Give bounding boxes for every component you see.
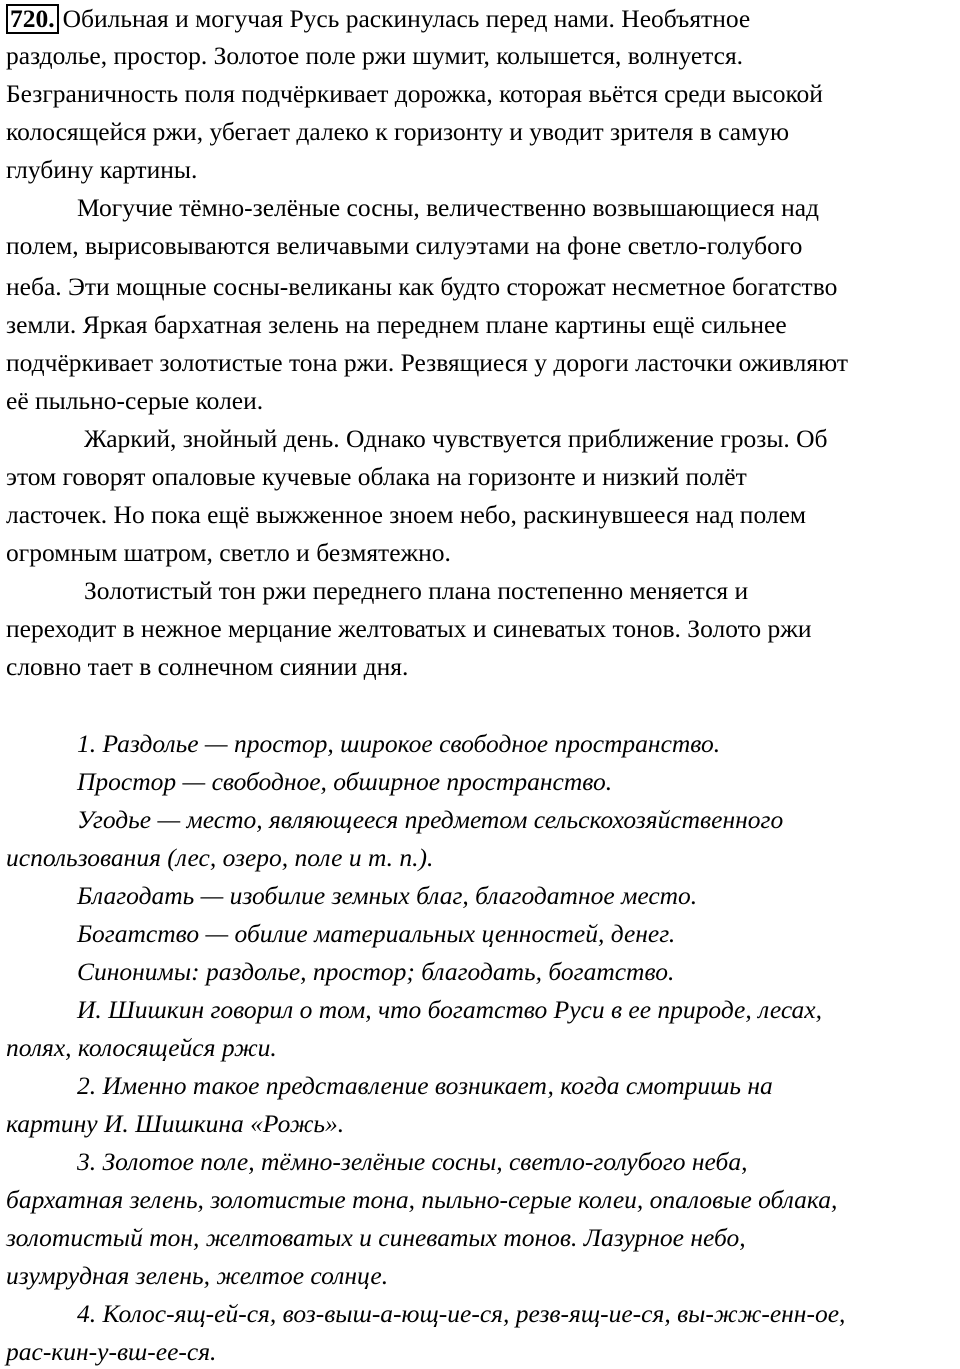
text-line: этом говорят опаловые кучевые облака на горизонте и низкий полёт (6, 462, 747, 491)
exercise-number: 720. (6, 4, 59, 34)
answer-line: 2. Именно такое представление возникает, когда смотришь на (77, 1071, 773, 1100)
text-line: колосящейся ржи, убегает далеко к горизонту и уводит зрителя в самую (6, 117, 790, 146)
answer-line: рас-кин-у-вш-ее-ся. (6, 1337, 217, 1366)
answer-line: Благодать — изобилие земных благ, благодатное место. (77, 881, 698, 910)
answer-line: бархатная зелень, золотистые тона, пыльно-серые колеи, опаловые облака, (6, 1185, 838, 1214)
text-line: раздолье, простор. Золотое поле ржи шумит, колышется, волнуется. (6, 41, 744, 70)
answer-line: полях, колосящейся ржи. (6, 1033, 277, 1062)
text-line: Жаркий, знойный день. Однако чувствуется приближение грозы. Об (84, 424, 828, 453)
answer-line: Синонимы: раздолье, простор; благодать, богатство. (77, 957, 675, 986)
answer-line: золотистый тон, желтоватых и синеватых тонов. Лазурное небо, (6, 1223, 746, 1252)
answer-line: использования (лес, озеро, поле и т. п.). (6, 843, 434, 872)
answer-line: 1. Раздолье — простор, широкое свободное пространство. (77, 729, 721, 758)
text-line: полем, вырисовываются величавыми силуэтами на фоне светло-голубого (6, 231, 803, 260)
text-line: словно тает в солнечном сиянии дня. (6, 652, 409, 681)
text-line: подчёркивает золотистые тона ржи. Резвящиеся у дороги ласточки оживляют (6, 348, 848, 377)
text-line: глубину картины. (6, 155, 198, 184)
text-line: огромным шатром, светло и безмятежно. (6, 538, 451, 567)
answer-line: Угодье — место, являющееся предметом сельскохозяйственного (77, 805, 784, 834)
text-line: Золотистый тон ржи переднего плана постепенно меняется и (84, 576, 749, 605)
text-line: неба. Эти мощные сосны-великаны как будто сторожат несметное богатство (6, 272, 838, 301)
answer-line: 4. Колос-ящ-ей-ся, воз-выш-а-ющ-ие-ся, резв-ящ-ие-ся, вы-жж-енн-ое, (77, 1299, 846, 1328)
text-line: переходит в нежное мерцание желтоватых и синеватых тонов. Золото ржи (6, 614, 812, 643)
answer-line: картину И. Шишкина «Рожь». (6, 1109, 345, 1138)
text-line: её пыльно-серые колеи. (6, 386, 264, 415)
text-line: земли. Яркая бархатная зелень на переднем плане картины ещё сильнее (6, 310, 787, 339)
text-line: ласточек. Но пока ещё выжженное зноем небо, раскинувшееся над полем (6, 500, 807, 529)
answer-line: Простор — свободное, обширное пространство. (77, 767, 613, 796)
answer-line: 3. Золотое поле, тёмно-зелёные сосны, светло-голубого неба, (77, 1147, 748, 1176)
answer-line: Богатство — обилие материальных ценностей, денег. (77, 919, 676, 948)
answer-line: И. Шишкин говорил о том, что богатство Руси в ее природе, лесах, (77, 995, 822, 1024)
text-line-content: Обильная и могучая Русь раскинулась перед нами. Необъятное (62, 4, 751, 33)
answer-line: изумрудная зелень, желтое солнце. (6, 1261, 389, 1290)
text-line: Безграничность поля подчёркивает дорожка, которая вьётся среди высокой (6, 79, 823, 108)
text-line (6, 4, 750, 34)
text-line: Могучие тёмно-зелёные сосны, величественно возвышающиеся над (77, 193, 820, 222)
